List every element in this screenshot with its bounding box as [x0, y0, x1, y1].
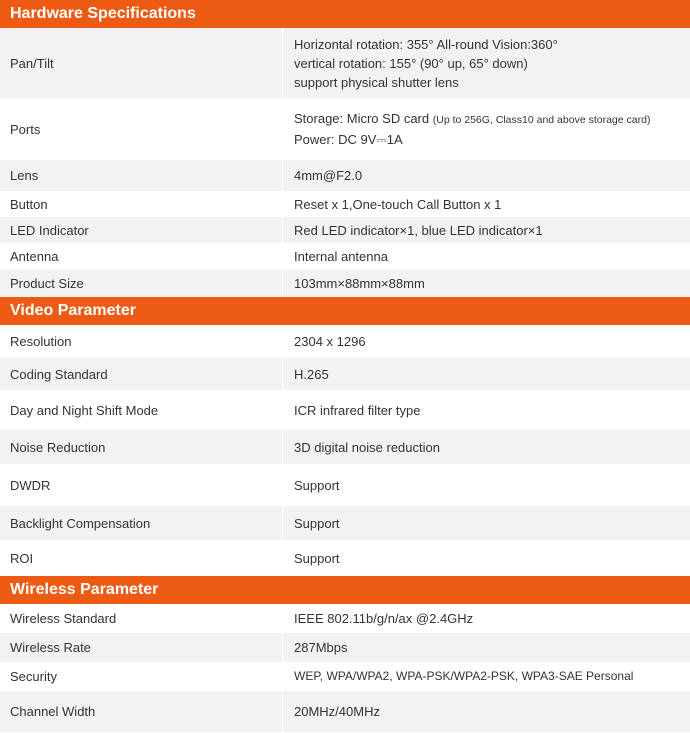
- spec-value: Support: [294, 550, 340, 566]
- spec-row-backlight: [0, 506, 690, 540]
- spec-row-wireless-standard: [0, 604, 690, 633]
- spec-value: Support: [294, 477, 340, 493]
- section-header-hardware: Hardware Specifications: [0, 0, 690, 28]
- spec-value: H.265: [294, 366, 329, 382]
- spec-value-line: support physical shutter lens: [294, 74, 459, 90]
- spec-value-line: [294, 109, 690, 130]
- spec-value: [283, 98, 690, 160]
- spec-value: Reset x 1,One-touch Call Button x 1: [294, 196, 502, 212]
- spec-value: [283, 28, 690, 98]
- storage-note: (Up to 256G, Class10 and above storage card): [432, 114, 651, 126]
- spec-label: Ports: [0, 98, 283, 160]
- spec-value: 103mm×88mm×88mm: [294, 276, 425, 291]
- spec-label: ROI: [0, 540, 283, 576]
- spec-label: Noise Reduction: [0, 430, 283, 464]
- spec-value: Red LED indicator×1, blue LED indicator×1: [294, 222, 543, 238]
- spec-label: Security: [0, 662, 283, 691]
- spec-value: Support: [294, 515, 340, 531]
- storage-text: Storage: Micro SD card: [294, 111, 430, 126]
- spec-row-led-indicator: [0, 217, 690, 243]
- spec-label: Channel Width: [0, 691, 283, 732]
- spec-value: 3D digital noise reduction: [294, 439, 440, 455]
- spec-label: Pan/Tilt: [0, 28, 283, 98]
- spec-row-pan-tilt: [0, 28, 690, 98]
- spec-label: Lens: [0, 160, 283, 191]
- spec-value-line: Power: DC 9V⎓1A: [294, 132, 403, 147]
- section-header-video: Video Parameter: [0, 297, 690, 325]
- spec-row-antenna: [0, 243, 690, 270]
- spec-row-button: [0, 191, 690, 217]
- spec-label: Product Size: [0, 270, 283, 297]
- spec-label: Antenna: [0, 243, 283, 270]
- spec-row-resolution: [0, 325, 690, 358]
- spec-label: Wireless Rate: [0, 633, 283, 662]
- spec-label: Coding Standard: [0, 358, 283, 390]
- spec-label: Day and Night Shift Mode: [0, 390, 283, 430]
- spec-value: 2304 x 1296: [294, 334, 366, 349]
- spec-label: Wireless Standard: [0, 604, 283, 633]
- spec-value-line: vertical rotation: 155° (90° up, 65° down): [294, 55, 528, 71]
- spec-row-day-night: [0, 390, 690, 430]
- spec-row-lens: [0, 160, 690, 191]
- spec-row-dwdr: [0, 464, 690, 506]
- spec-label: Resolution: [0, 325, 283, 358]
- section-header-wireless: Wireless Parameter: [0, 576, 690, 604]
- spec-value: 287Mbps: [294, 640, 348, 655]
- spec-label: Backlight Compensation: [0, 506, 283, 540]
- spec-row-security: [0, 662, 690, 691]
- spec-label: Button: [0, 191, 283, 217]
- spec-value-line: Horizontal rotation: 355° All-round Vision:360°: [294, 36, 558, 52]
- spec-label: LED Indicator: [0, 217, 283, 243]
- spec-value: 4mm@F2.0: [294, 168, 363, 183]
- spec-row-coding-standard: [0, 358, 690, 390]
- spec-row-product-size: [0, 270, 690, 297]
- spec-row-ports: [0, 98, 690, 160]
- spec-row-noise-reduction: [0, 430, 690, 464]
- spec-row-channel-width: [0, 691, 690, 732]
- spec-value: WEP, WPA/WPA2, WPA-PSK/WPA2-PSK, WPA3-SAE Personal: [294, 669, 634, 683]
- spec-value: 20MHz/40MHz: [294, 704, 380, 719]
- spec-value: Internal antenna: [294, 249, 388, 264]
- spec-row-wireless-rate: [0, 633, 690, 662]
- spec-value: ICR infrared filter type: [294, 402, 421, 418]
- spec-label: DWDR: [0, 464, 283, 506]
- spec-row-roi: [0, 540, 690, 576]
- spec-value: IEEE 802.11b/g/n/ax @2.4GHz: [294, 611, 474, 626]
